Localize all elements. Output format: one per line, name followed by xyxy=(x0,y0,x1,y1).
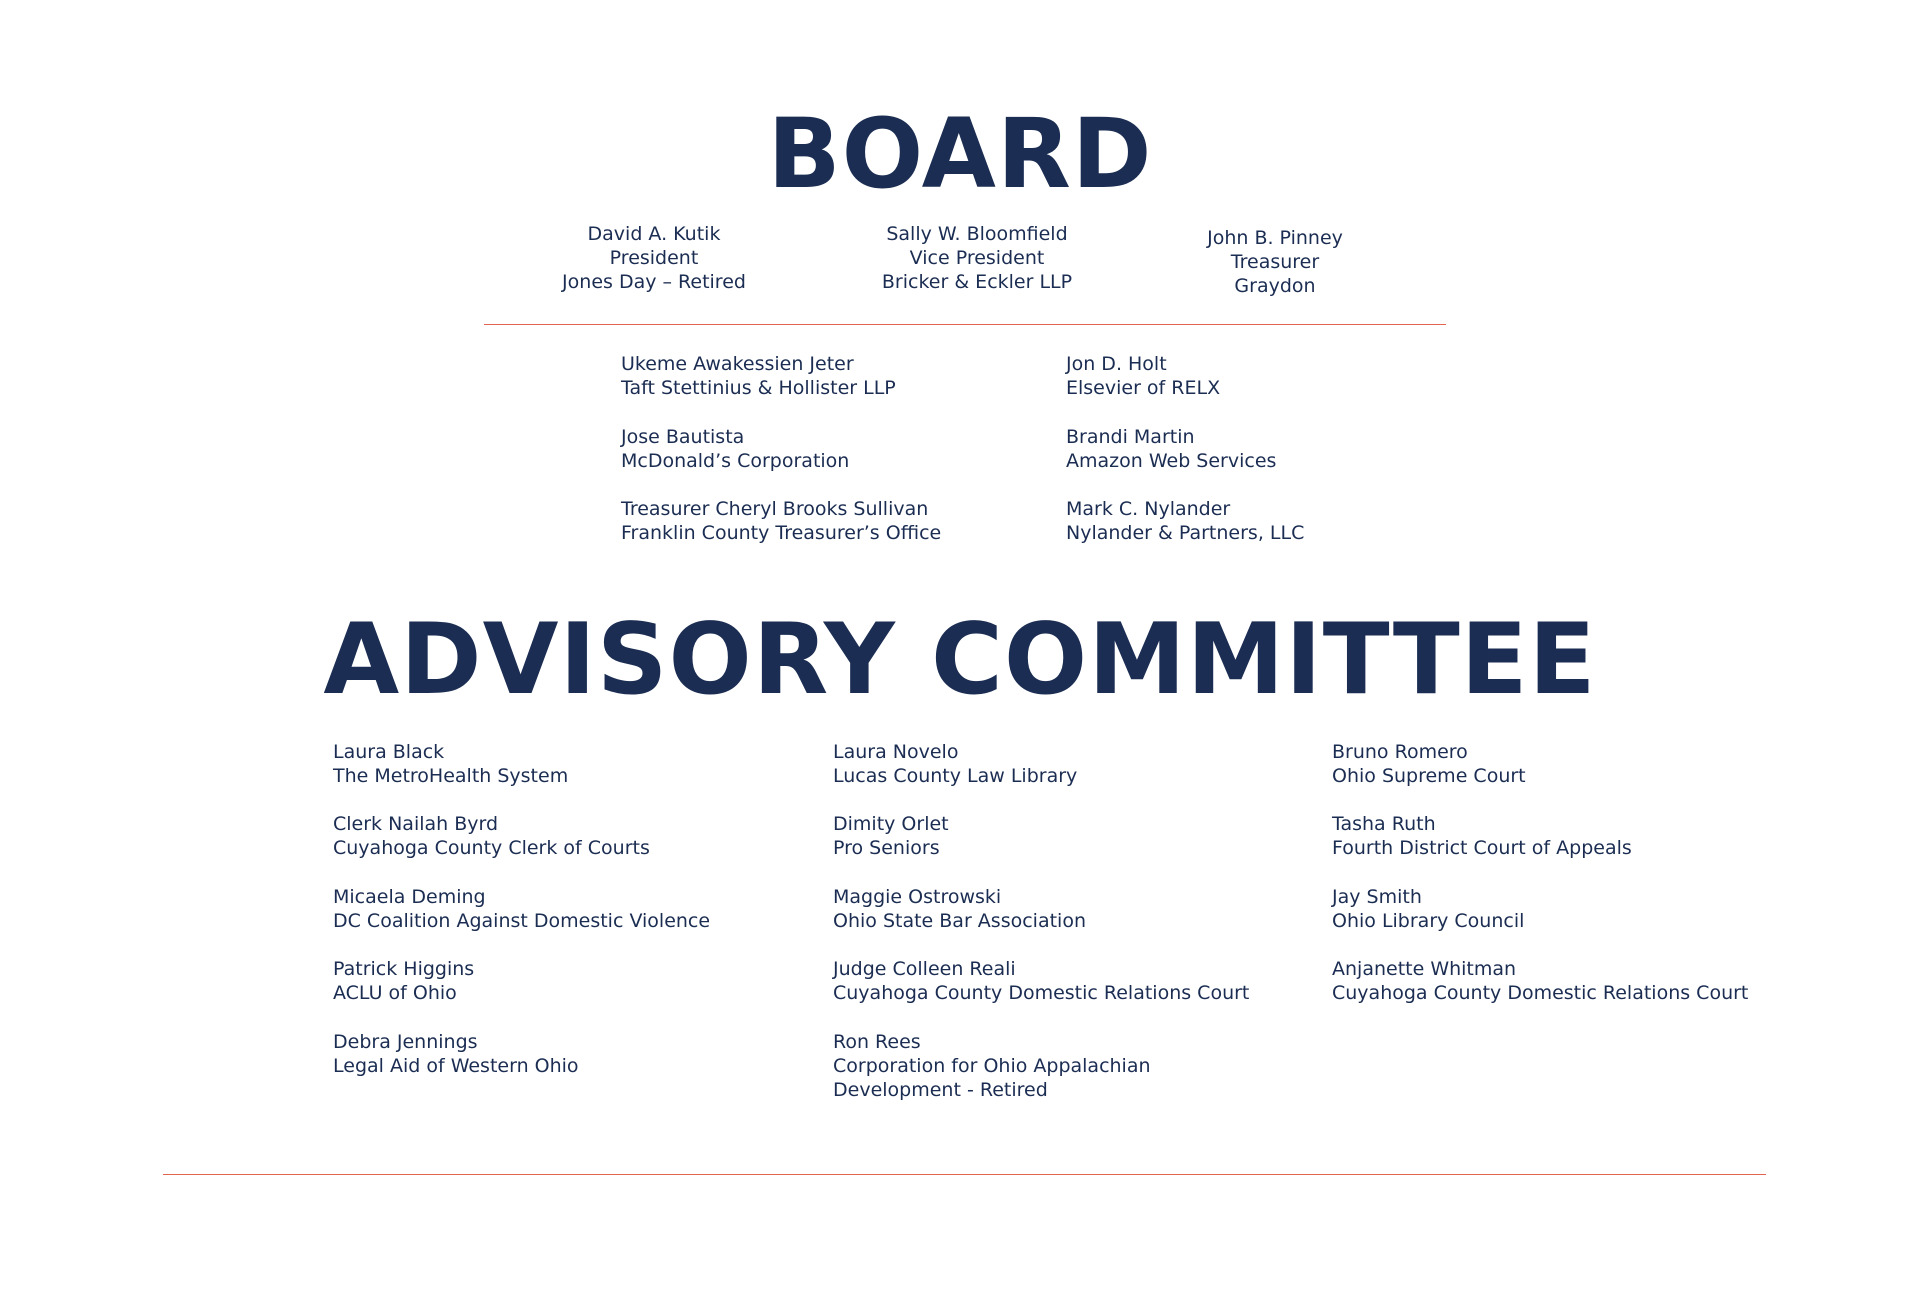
board-officer xyxy=(494,222,814,294)
member-org: McDonald’s Corporation xyxy=(621,450,850,472)
member-name: Jon D. Holt xyxy=(1066,353,1167,375)
board-member xyxy=(621,497,941,545)
board-member xyxy=(621,425,849,473)
member-name: Laura Black xyxy=(333,741,445,763)
member-name: Treasurer Cheryl Brooks Sullivan xyxy=(621,498,929,520)
member-name: Brandi Martin xyxy=(1066,426,1195,448)
member-org: ACLU of Ohio xyxy=(333,982,457,1004)
advisory-member xyxy=(1332,812,1632,860)
member-name: Anjanette Whitman xyxy=(1332,958,1517,980)
advisory-member xyxy=(833,885,1086,933)
member-org: Taft Stettinius & Hollister LLP xyxy=(621,377,896,399)
officer-name: Sally W. Bloomfield xyxy=(886,223,1068,245)
member-org: Nylander & Partners, LLC xyxy=(1066,522,1305,544)
board-officer xyxy=(1115,226,1435,298)
member-org: Ohio Supreme Court xyxy=(1332,765,1526,787)
member-org: Corporation for Ohio Appalachian xyxy=(833,1055,1151,1077)
member-org: Fourth District Court of Appeals xyxy=(1332,837,1632,859)
officer-org: Graydon xyxy=(1234,275,1316,297)
member-org: DC Coalition Against Domestic Violence xyxy=(333,910,711,932)
member-name: Jose Bautista xyxy=(621,426,745,448)
member-org: Lucas County Law Library xyxy=(833,765,1078,787)
advisory-member xyxy=(333,812,650,860)
advisory-member xyxy=(1332,740,1526,788)
member-name: Jay Smith xyxy=(1332,886,1422,908)
officer-title: President xyxy=(609,247,699,269)
advisory-member xyxy=(1332,885,1524,933)
member-name: Micaela Deming xyxy=(333,886,486,908)
member-name: Tasha Ruth xyxy=(1332,813,1436,835)
member-org: Amazon Web Services xyxy=(1066,450,1277,472)
board-divider xyxy=(484,324,1446,325)
member-org: Cuyahoga County Clerk of Courts xyxy=(333,837,650,859)
member-org: The MetroHealth System xyxy=(333,765,569,787)
board-heading: BOARD xyxy=(767,98,1153,210)
member-org: Pro Seniors xyxy=(833,837,940,859)
member-org: Cuyahoga County Domestic Relations Court xyxy=(833,982,1250,1004)
board-officer xyxy=(817,222,1137,294)
board-member xyxy=(1066,497,1304,545)
advisory-member xyxy=(833,957,1249,1005)
officer-title: Vice President xyxy=(909,247,1045,269)
officer-name: John B. Pinney xyxy=(1207,227,1343,249)
advisory-member xyxy=(833,1030,1151,1102)
officer-org: Bricker & Eckler LLP xyxy=(881,271,1073,293)
officer-org: Jones Day – Retired xyxy=(562,271,746,293)
advisory-heading: ADVISORY COMMITTEE xyxy=(323,603,1597,717)
board-member xyxy=(1066,425,1276,473)
member-name: Bruno Romero xyxy=(1332,741,1468,763)
advisory-member xyxy=(333,1030,579,1078)
footer-divider xyxy=(163,1174,1766,1175)
advisory-member xyxy=(333,957,474,1005)
member-name: Mark C. Nylander xyxy=(1066,498,1231,520)
member-name: Dimity Orlet xyxy=(833,813,949,835)
member-name: Ukeme Awakessien Jeter xyxy=(621,353,854,375)
member-name: Debra Jennings xyxy=(333,1031,478,1053)
member-name: Laura Novelo xyxy=(833,741,959,763)
member-name: Judge Colleen Reali xyxy=(833,958,1016,980)
officer-name: David A. Kutik xyxy=(587,223,721,245)
member-name: Ron Rees xyxy=(833,1031,921,1053)
advisory-member xyxy=(1332,957,1748,1005)
member-name: Patrick Higgins xyxy=(333,958,475,980)
advisory-member xyxy=(833,812,949,860)
member-org: Elsevier of RELX xyxy=(1066,377,1221,399)
member-org: Legal Aid of Western Ohio xyxy=(333,1055,579,1077)
board-member xyxy=(621,352,896,400)
officer-title: Treasurer xyxy=(1230,251,1320,273)
member-org: Ohio Library Council xyxy=(1332,910,1525,932)
member-org-continued: Development - Retired xyxy=(833,1079,1048,1101)
advisory-member xyxy=(333,740,568,788)
member-name: Clerk Nailah Byrd xyxy=(333,813,499,835)
member-org: Cuyahoga County Domestic Relations Court xyxy=(1332,982,1749,1004)
member-name: Maggie Ostrowski xyxy=(833,886,1002,908)
advisory-member xyxy=(833,740,1077,788)
member-org: Franklin County Treasurer’s Office xyxy=(621,522,942,544)
advisory-member xyxy=(333,885,710,933)
member-org: Ohio State Bar Association xyxy=(833,910,1086,932)
board-member xyxy=(1066,352,1220,400)
